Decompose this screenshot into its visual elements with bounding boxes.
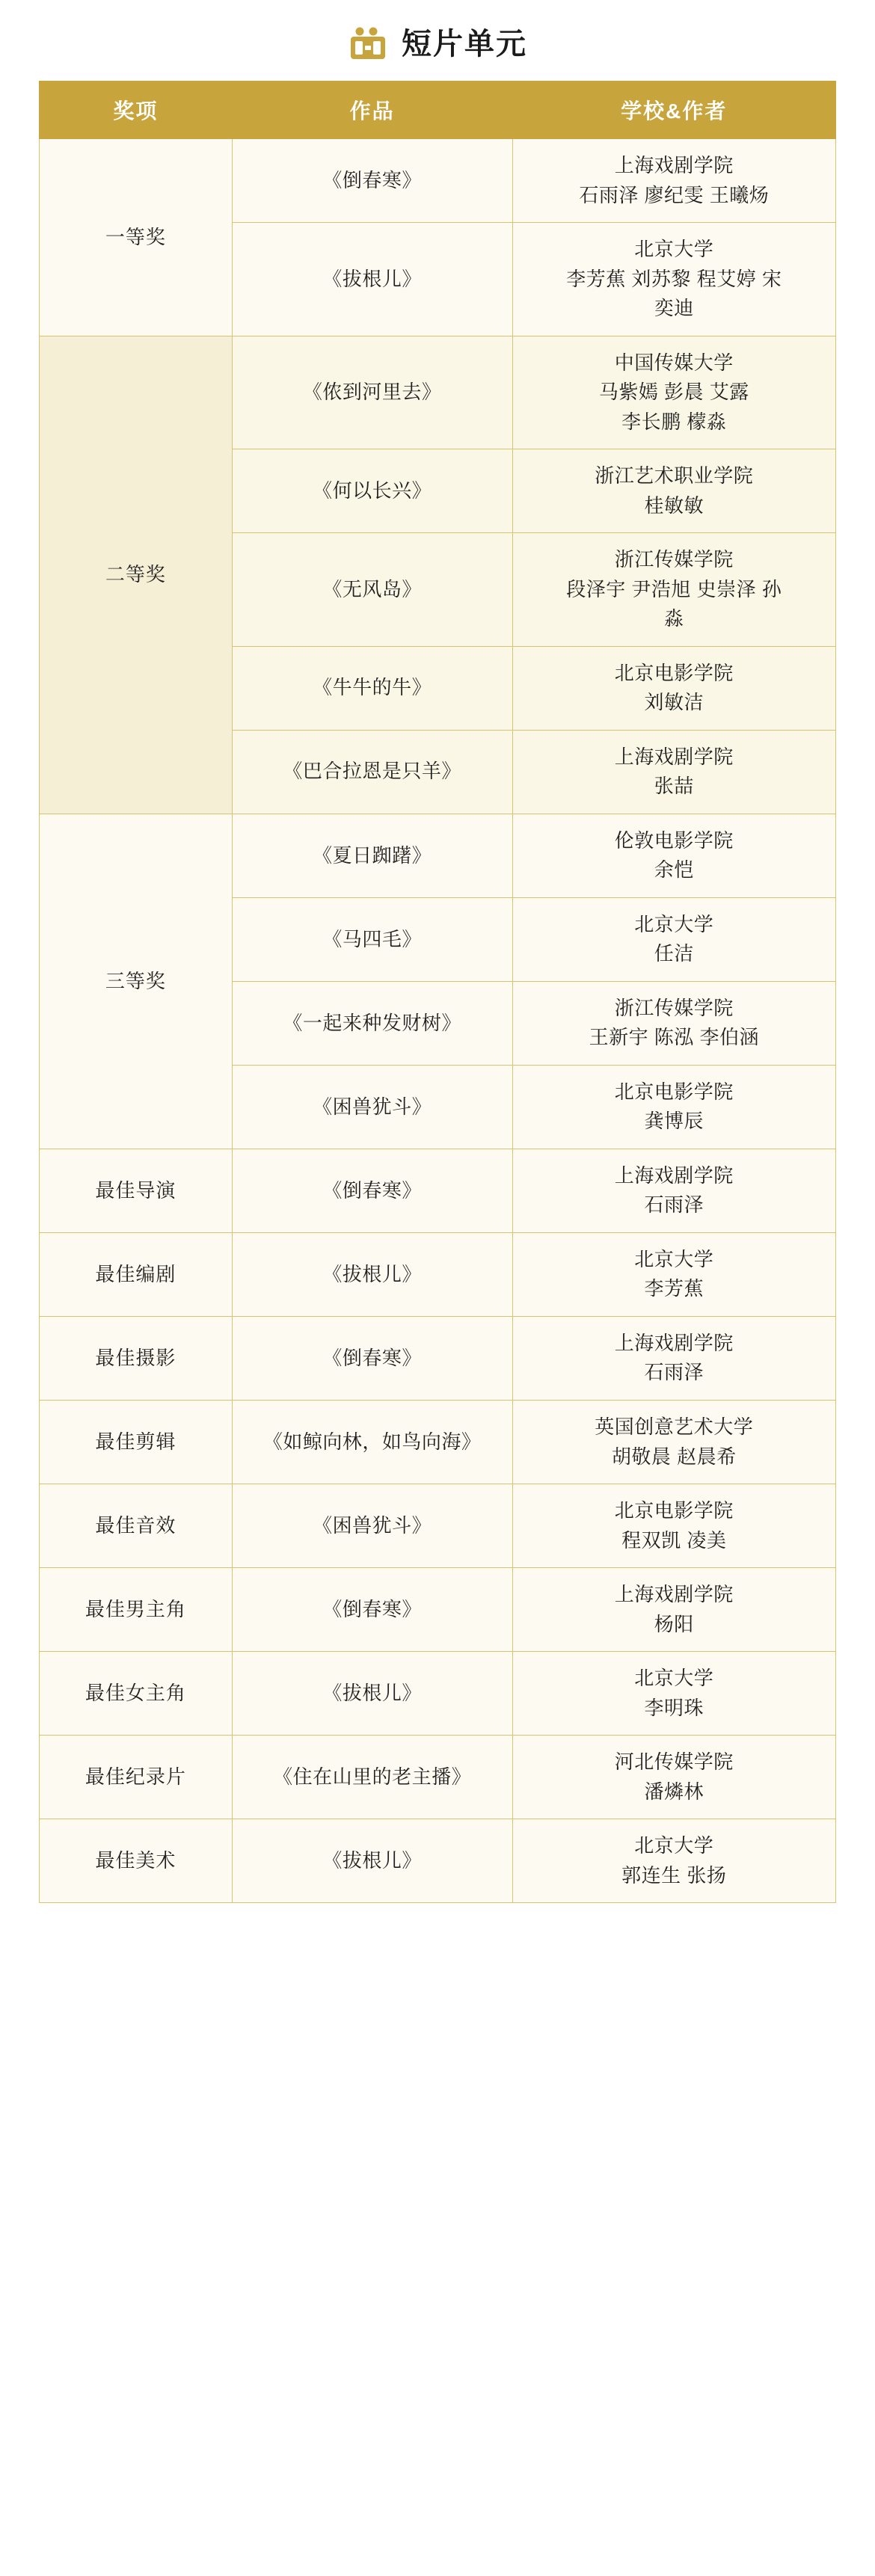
school-name: 伦敦电影学院: [614, 829, 734, 852]
author-names: 马紫嫣 彭晨 艾露: [598, 381, 749, 404]
page-header: [39, 16, 836, 81]
author-names: 奕迪: [654, 297, 694, 320]
work-title-cell: 《倒春寒》: [232, 1149, 512, 1232]
award-name-cell: 最佳纪录片: [40, 1736, 233, 1819]
work-title-cell: 《困兽犹斗》: [232, 1484, 512, 1568]
award-name-cell: 最佳男主角: [40, 1568, 233, 1652]
column-header-school: 学校&作者: [512, 82, 835, 139]
column-header-work: 作品: [232, 82, 512, 139]
table-row: [40, 1819, 836, 1903]
school-author-cell: [512, 1232, 835, 1316]
school-name: 上海戏剧学院: [614, 745, 734, 768]
author-names: 龚博辰: [644, 1110, 704, 1133]
table-row: [40, 814, 836, 897]
page-title: 短片单元: [402, 28, 527, 61]
work-title-cell: 《巴合拉恩是只羊》: [232, 730, 512, 814]
school-name: 北京大学: [634, 1834, 714, 1857]
author-names: 李长鹏 檬淼: [621, 410, 727, 433]
table-row: [40, 1736, 836, 1819]
work-title-cell: 《拔根儿》: [232, 1819, 512, 1903]
award-name-cell: 三等奖: [40, 814, 233, 1149]
award-name-cell: 最佳导演: [40, 1149, 233, 1232]
work-title-cell: 《侬到河里去》: [232, 336, 512, 449]
school-author-cell: [512, 1819, 835, 1903]
work-title-cell: 《拔根儿》: [232, 1652, 512, 1736]
author-names: 桂敏敏: [644, 494, 704, 517]
school-name: 北京大学: [634, 238, 714, 261]
work-title-cell: 《如鲸向林，如鸟向海》: [232, 1400, 512, 1484]
work-title-cell: 《何以长兴》: [232, 449, 512, 533]
table-row: [40, 1232, 836, 1316]
school-author-cell: [512, 1484, 835, 1568]
table-header-row: [40, 82, 836, 139]
author-names: 任洁: [654, 942, 694, 965]
school-author-cell: [512, 981, 835, 1065]
table-row: [40, 1149, 836, 1232]
table-row: [40, 1652, 836, 1736]
table-body: [40, 139, 836, 1903]
table-row: [40, 336, 836, 449]
school-name: 中国传媒大学: [614, 351, 734, 374]
author-names: 程双凯 凌美: [621, 1528, 727, 1552]
work-title-cell: 《无风岛》: [232, 533, 512, 647]
column-header-award: 奖项: [40, 82, 233, 139]
school-name: 上海戏剧学院: [614, 1583, 734, 1606]
author-names: 李芳蕉: [644, 1277, 704, 1300]
author-names: 王新宇 陈泓 李伯涵: [589, 1026, 760, 1049]
author-names: 李明珠: [644, 1696, 704, 1719]
school-author-cell: [512, 449, 835, 533]
school-author-cell: [512, 1065, 835, 1149]
author-names: 淼: [664, 607, 684, 630]
school-name: 英国创意艺术大学: [595, 1415, 754, 1438]
work-title-cell: 《倒春寒》: [232, 139, 512, 223]
clapperboard-icon: [348, 27, 388, 61]
author-names: 李芳蕉 刘苏黎 程艾婷 宋: [566, 267, 782, 290]
author-names: 余恺: [654, 858, 694, 882]
school-name: 上海戏剧学院: [614, 1331, 734, 1354]
author-names: 潘燐林: [644, 1780, 704, 1803]
school-author-cell: [512, 223, 835, 336]
award-name-cell: 一等奖: [40, 139, 233, 336]
work-title-cell: 《困兽犹斗》: [232, 1065, 512, 1149]
work-title-cell: 《住在山里的老主播》: [232, 1736, 512, 1819]
author-names: 石雨泽: [644, 1361, 704, 1384]
award-name-cell: 最佳美术: [40, 1819, 233, 1903]
work-title-cell: 《一起来种发财树》: [232, 981, 512, 1065]
school-name: 北京大学: [634, 1667, 714, 1690]
school-author-cell: [512, 1736, 835, 1819]
author-names: 郭连生 张扬: [621, 1863, 727, 1887]
school-author-cell: [512, 336, 835, 449]
work-title-cell: 《拔根儿》: [232, 223, 512, 336]
school-author-cell: [512, 1149, 835, 1232]
school-name: 北京电影学院: [614, 661, 734, 684]
school-author-cell: [512, 897, 835, 981]
work-title-cell: 《拔根儿》: [232, 1232, 512, 1316]
school-name: 河北传媒学院: [614, 1750, 734, 1774]
award-name-cell: 二等奖: [40, 336, 233, 814]
author-names: 刘敏洁: [644, 691, 704, 714]
author-names: 石雨泽 廖纪雯 王曦炀: [579, 183, 770, 206]
work-title-cell: 《倒春寒》: [232, 1316, 512, 1400]
award-name-cell: 最佳摄影: [40, 1316, 233, 1400]
work-title-cell: 《马四毛》: [232, 897, 512, 981]
school-name: 北京电影学院: [614, 1080, 734, 1103]
school-name: 北京电影学院: [614, 1499, 734, 1522]
award-name-cell: 最佳剪辑: [40, 1400, 233, 1484]
table-row: [40, 1568, 836, 1652]
table-row: [40, 139, 836, 223]
school-name: 上海戏剧学院: [614, 154, 734, 176]
school-author-cell: [512, 730, 835, 814]
school-author-cell: [512, 533, 835, 647]
school-name: 浙江传媒学院: [614, 996, 734, 1019]
award-name-cell: 最佳编剧: [40, 1232, 233, 1316]
author-names: 段泽宇 尹浩旭 史崇泽 孙: [566, 577, 782, 600]
school-author-cell: [512, 139, 835, 223]
work-title-cell: 《倒春寒》: [232, 1568, 512, 1652]
school-name: 北京大学: [634, 912, 714, 935]
work-title-cell: 《夏日踟躇》: [232, 814, 512, 897]
table-row: [40, 1400, 836, 1484]
awards-table: [39, 81, 836, 1903]
school-author-cell: [512, 1568, 835, 1652]
author-names: 杨阳: [654, 1612, 694, 1635]
school-author-cell: [512, 1400, 835, 1484]
author-names: 胡敬晨 赵晨希: [611, 1445, 737, 1468]
school-name: 上海戏剧学院: [614, 1163, 734, 1187]
table-row: [40, 1316, 836, 1400]
award-name-cell: 最佳女主角: [40, 1652, 233, 1736]
school-name: 浙江传媒学院: [614, 548, 734, 571]
award-name-cell: 最佳音效: [40, 1484, 233, 1568]
author-names: 石雨泽: [644, 1193, 704, 1217]
author-names: 张喆: [654, 775, 694, 798]
school-name: 浙江艺术职业学院: [595, 464, 754, 488]
school-author-cell: [512, 1316, 835, 1400]
school-name: 北京大学: [634, 1247, 714, 1270]
school-author-cell: [512, 814, 835, 897]
school-author-cell: [512, 1652, 835, 1736]
table-row: [40, 1484, 836, 1568]
school-author-cell: [512, 646, 835, 730]
work-title-cell: 《牛牛的牛》: [232, 646, 512, 730]
